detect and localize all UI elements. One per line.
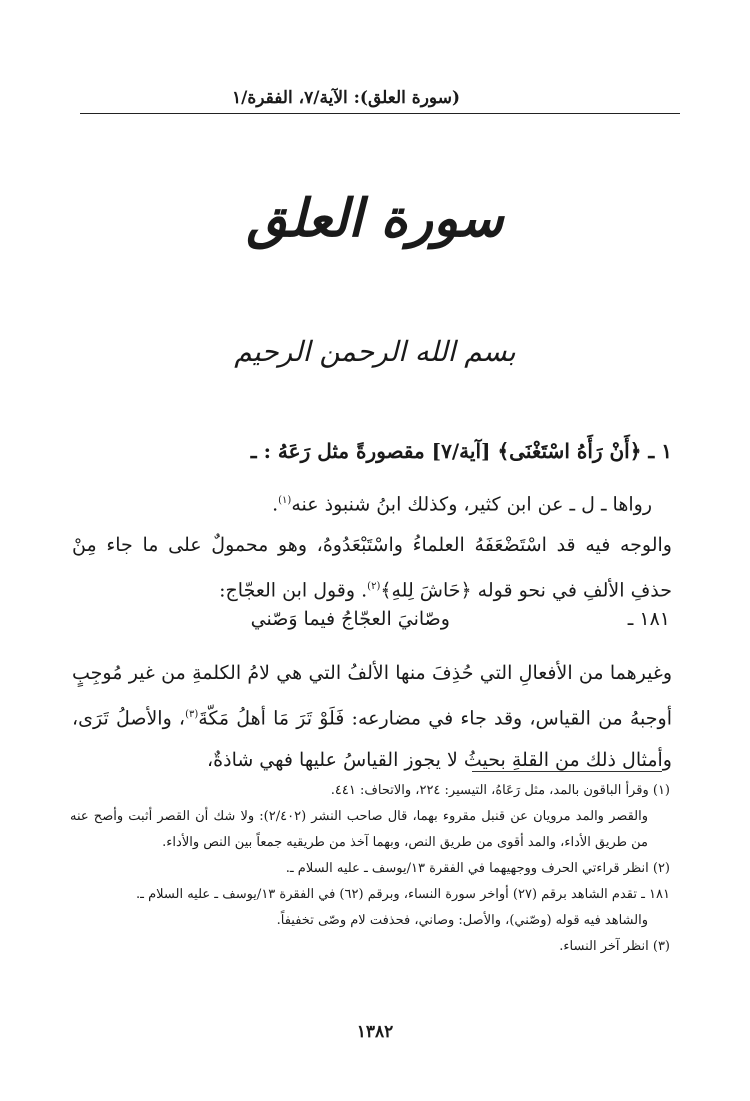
paragraph-analysis	[72, 652, 672, 781]
footnote-3: (٣) انظر آخر النساء.	[559, 939, 670, 954]
poem-verse: وصّانيَ العجّاجُ فيما وَصّني	[250, 608, 450, 630]
paragraph-narration: رواها ـ ل ـ عن ابن كثير، وكذلك ابنُ شنبوذ عنه$^{(١)}$.	[272, 493, 652, 516]
footnote-1-continued: والقصر والمد مرويان عن قنبل مقروء بهما، قال صاحب النشر (٢/٤٠٢): ولا شك أن القصر أثبت وأصح عنه من طريق الأداء، والمد أقوى من طريق النص، وبهما آخذ من طريقيه جمعاً بين النص والأداء.	[70, 809, 648, 850]
footnote-2: (٢) انظر قراءتي الحرف ووجهيهما في الفقرة ١٣/يوسف ـ عليه السلام ـ.	[285, 861, 670, 876]
paragraph-reasoning	[72, 524, 672, 611]
poem-number: ١٨١ ـ	[627, 608, 670, 630]
footnote-ref: (٣)	[185, 709, 199, 720]
verse-heading: ١ ـ ﴿أَنْ رَأَهُ اسْتَغْنَى﴾ [آية/٧] مقصورةً مثل رَعَهُ : ـ	[250, 439, 672, 463]
footnote-ref: (٢)	[367, 581, 381, 592]
running-header: (سورة العلق): الآية/٧، الفقرة/١	[231, 88, 460, 108]
header-rule	[80, 113, 680, 114]
paragraph-text: وغيرهما من الأفعالِ التي حُذِفَ منها الألفُ التي هي لامُ الكلمةِ من غير مُوجِبٍ أوجبهُ من القياس، وقد جاء في مضارعه: فَلَوْ تَرَ مَا أهلُ مَكّةَ	[72, 662, 672, 730]
footnote-1: (١) وقرأ الباقون بالمد، مثل رَعَاهُ، التيسير: ٢٢٤، والاتحاف: ٤٤١.	[330, 783, 670, 798]
footnote-rule	[472, 771, 662, 772]
footnote-ref: (١)	[278, 495, 292, 506]
footnotes	[70, 778, 670, 960]
surah-title: سورة العلق	[246, 188, 504, 249]
paragraph-text: والوجه فيه قد اسْتَضْعَفَهُ العلماءُ واسْتَبْعَدُوهُ، وهو محمولٌ على ما جاء مِنْ حذفِ الألفِ في نحو قوله ﴿حَاشَ لِلهِ﴾	[72, 534, 672, 602]
paragraph-text: . وقول ابن العجّاج:	[219, 579, 368, 602]
basmala: بسم الله الرحمن الرحيم	[234, 335, 516, 368]
paragraph-text: رواها ـ ل ـ عن ابن كثير، وكذلك ابنُ شنبوذ عنه	[291, 493, 652, 516]
footnote-181: ١٨١ ـ تقدم الشاهد برقم (٢٧) أواخر سورة النساء، وبرقم (٦٢) في الفقرة ١٣/يوسف ـ عليه السلام ـ.	[136, 887, 670, 902]
page-number: ١٣٨٢	[356, 1022, 394, 1042]
paragraph-text: ، والأصلُ تَرَى، وأمثال ذلك من القلةِ بحيثُ لا يجوز القياسُ عليها فهي شاذةٌ،	[72, 707, 672, 772]
footnote-181-continued: والشاهد فيه قوله (وصّني)، والأصل: وصاني، فحذفت لام وصّى تخفيفاً.	[276, 913, 648, 928]
